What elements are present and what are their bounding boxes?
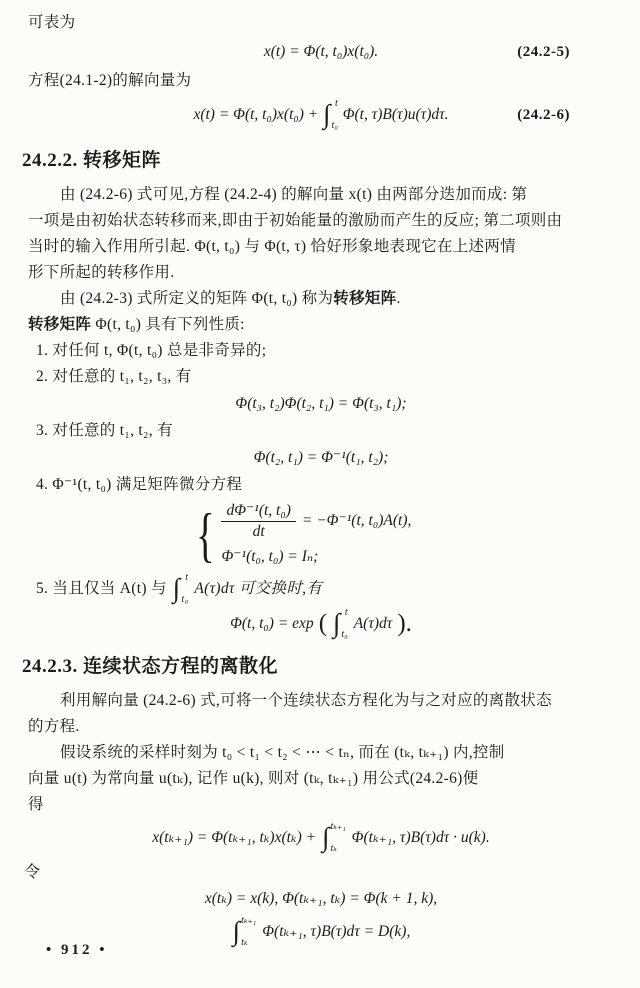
open-paren: ( [318, 609, 328, 637]
integral-sign [173, 573, 189, 605]
matrix-differential-equation [221, 502, 411, 540]
eq6-integrand: Φ(t, τ)B(τ)u(τ)dτ. [342, 106, 449, 123]
integral-lower-bound: t₀ [341, 629, 348, 640]
equation-24-2-6-body [193, 98, 449, 132]
integral-symbol: ∫ [232, 915, 241, 946]
eq6-lhs: x(t) = Φ(t, t₀)x(t₀) + [193, 106, 319, 123]
properties-intro-rest: Φ(t, t₀) 具有下列性质: [91, 316, 245, 333]
paragraph-line: 一项是由初始状态转移而来,即由于初始能量的激励而产生的反应; 第二项则由 [28, 212, 563, 229]
definition-suffix: . [396, 290, 401, 307]
paragraph-line: 由 (24.2-6) 式可见,方程 (24.2-4) 的解向量 x(t) 由两部分迭加而成: 第 [60, 186, 528, 203]
lead-line: 可表为 [28, 14, 76, 31]
property-5-equation [28, 608, 614, 640]
solution-intro-line: 方程(24.1-2)的解向量为 [28, 72, 192, 89]
paragraph-line: 形下所起的转移作用. [28, 264, 175, 281]
definition-prefix: 由 (24.2-3) 式所定义的矩阵 Φ(t, t₀) 称为 [60, 290, 334, 307]
integral-symbol: ∫ [323, 98, 331, 129]
property-4-label: 4. Φ⁻¹(t, t₀) 满足矩阵微分方程 [36, 476, 243, 493]
paragraph-line: 得 [28, 796, 44, 813]
property-3-label: 3. 对任意的 t₁, t₂, 有 [36, 422, 173, 439]
integral-upper-bound: t [185, 572, 189, 583]
section-heading-24-2-2: 24.2.2. 转移矩阵 [22, 150, 162, 171]
page-number: • 912 • [46, 942, 108, 958]
derivative-fraction [221, 502, 295, 540]
fraction-denominator: dt [252, 523, 265, 540]
equation-24-2-5 [28, 38, 614, 66]
property-1: 1. 对任何 t, Φ(t, t₀) 总是非奇异的; [36, 342, 267, 359]
transition-matrix-definition-line [28, 286, 614, 312]
integral-lower-bound: t₀ [181, 594, 189, 605]
paragraph-line: 的方程. [28, 718, 80, 735]
eq1-integrand: Φ(tₖ₊₁, τ)B(τ)dτ · u(k). [351, 829, 490, 846]
integral-sign [323, 99, 338, 131]
left-brace: { [195, 501, 215, 568]
integral-sign [322, 822, 346, 854]
initial-condition-equation: Φ⁻¹(t₀, t₀) = Iₙ; [221, 548, 319, 565]
paragraph-line: 利用解向量 (24.2-6) 式,可将一个连续状态方程化为与之对应的离散状态 [60, 692, 552, 709]
integral-upper-bound: tₖ₊₁ [241, 915, 257, 926]
close-paren: ). [397, 609, 412, 637]
d-matrix-definition-equation [28, 913, 614, 951]
substitution-definitions-equation: x(tₖ) = x(k), Φ(tₖ₊₁, tₖ) = Φ(k + 1, k), [204, 890, 438, 907]
property-5-label-post: A(τ)dτ 可交换时,有 [194, 580, 323, 597]
property-2-label: 2. 对任意的 t₁, t₂, t₃, 有 [36, 368, 192, 385]
exp-equation-lhs: Φ(t, t₀) = exp [230, 615, 314, 632]
integral-lower-bound: t₀ [331, 120, 338, 132]
paragraph-line: 假设系统的采样时刻为 t₀ < t₁ < t₂ < ⋯ < tₙ, 而在 (tₖ, tₖ₊₁) 内,控制 [60, 744, 505, 761]
section-heading-24-2-3: 24.2.3. 连续状态方程的离散化 [22, 656, 279, 677]
property-5-label [28, 571, 614, 607]
integral-upper-bound: t [335, 98, 338, 110]
paragraph-line: 当时的输入作用所引起. Φ(t, t₀) 与 Φ(t, τ) 恰好形象地表现它在上述两情 [28, 238, 516, 255]
property-3-equation: Φ(t₂, t₁) = Φ⁻¹(t₁, t₂); [253, 449, 389, 466]
property-5-label-pre: 5. 当且仅当 A(t) 与 [36, 580, 167, 597]
integral-sign [233, 916, 257, 948]
transition-matrix-term: 转移矩阵 [333, 290, 397, 307]
equation-rhs: = −Φ⁻¹(t, t₀)A(t), [301, 512, 412, 529]
integral-symbol: ∫ [172, 572, 181, 603]
exp-equation-integrand: A(τ)dτ [353, 615, 393, 632]
transition-matrix-term: 转移矩阵 [28, 316, 92, 333]
eq1-lhs: x(tₖ₊₁) = Φ(tₖ₊₁, tₖ)x(tₖ) + [152, 829, 317, 846]
property-2-equation: Φ(t₃, t₂)Φ(t₂, t₁) = Φ(t₃, t₁); [235, 395, 407, 412]
eq3-integrand: Φ(tₖ₊₁, τ)B(τ)dτ = D(k), [262, 923, 411, 940]
integral-symbol: ∫ [333, 607, 341, 638]
equation-24-2-5-body: x(t) = Φ(t, t₀)x(t₀). [263, 43, 379, 60]
integral-upper-bound: tₖ₊₁ [330, 821, 346, 832]
integral-symbol: ∫ [322, 821, 330, 852]
integral-sign [333, 608, 348, 640]
discretized-state-equation [28, 819, 614, 857]
properties-intro-line [28, 312, 614, 338]
equation-24-2-6-number: (24.2-6) [517, 107, 570, 123]
paragraph-line: 向量 u(t) 为常向量 u(tₖ), 记作 u(k), 则对 (tₖ, tₖ₊₁) 用公式(24.2-6)便 [28, 770, 479, 787]
let-word: 令 [24, 864, 41, 881]
equation-24-2-5-number: (24.2-5) [517, 44, 570, 60]
integral-lower-bound: tₖ [241, 937, 248, 948]
fraction-numerator: dΦ⁻¹(t, t₀) [221, 502, 295, 522]
property-4-equation-system [0, 502, 614, 567]
integral-lower-bound: tₖ [330, 843, 337, 854]
equation-24-2-6 [28, 96, 614, 134]
integral-upper-bound: t [344, 607, 348, 618]
